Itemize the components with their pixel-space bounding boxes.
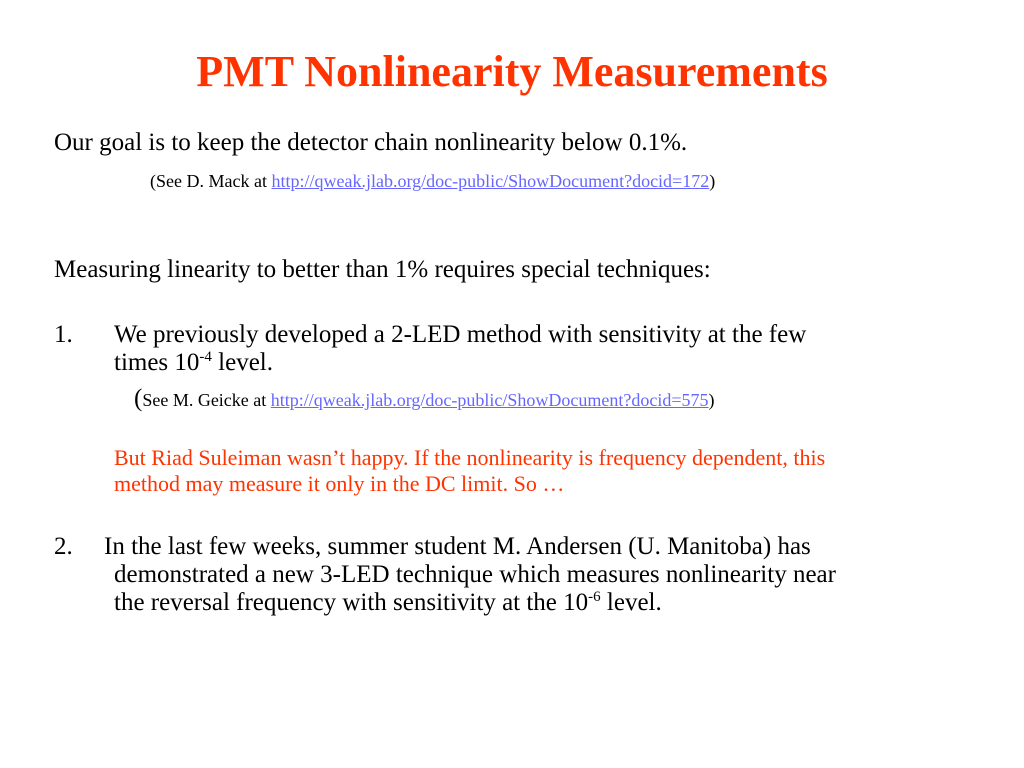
- reference-2-link[interactable]: http://qweak.jlab.org/doc-public/ShowDocument?docid=575: [270, 390, 709, 410]
- reference-2-suffix: ): [708, 390, 715, 410]
- item-2-line-3-text: the reversal frequency with sensitivity at the 10: [114, 589, 589, 616]
- measuring-text: Measuring linearity to better than 1% requires special techniques:: [54, 256, 711, 283]
- item-2-exponent: -6: [588, 589, 601, 605]
- reference-2-open-paren: (: [134, 385, 143, 412]
- note-line-1: But Riad Suleiman wasn’t happy. If the nonlinearity is frequency dependent, this: [114, 445, 826, 470]
- goal-text: Our goal is to keep the detector chain nonlinearity below 0.1%.: [54, 129, 688, 156]
- item-1-line-2: [114, 348, 273, 378]
- reference-1: [150, 170, 715, 192]
- item-2-line-3-end: level.: [600, 589, 662, 616]
- item-1-number: 1.: [54, 321, 73, 348]
- item-1-line-2-end: level.: [211, 349, 274, 376]
- note-line-2: method may measure it only in the DC limit. So …: [114, 471, 565, 496]
- slide-title: PMT Nonlinearity Measurements: [196, 47, 828, 96]
- item-2-line-1: In the last few weeks, summer student M. Andersen (U. Manitoba) has: [104, 533, 811, 560]
- item-1-line-1: We previously developed a 2-LED method with sensitivity at the few: [114, 321, 807, 348]
- reference-2: [134, 385, 715, 412]
- reference-2-prefix: See M. Geicke at: [142, 390, 271, 410]
- reference-1-suffix: ): [709, 171, 716, 191]
- reference-1-link[interactable]: http://qweak.jlab.org/doc-public/ShowDocument?docid=172: [271, 171, 710, 191]
- item-1-line-2-text: times 10: [114, 349, 200, 376]
- item-2-line-3: [114, 588, 662, 618]
- item-1-exponent: -4: [199, 349, 212, 365]
- item-2-line-2: demonstrated a new 3-LED technique which measures nonlinearity near: [114, 561, 836, 588]
- reference-1-prefix: (See D. Mack at: [150, 171, 272, 191]
- item-2-number: 2.: [54, 533, 73, 560]
